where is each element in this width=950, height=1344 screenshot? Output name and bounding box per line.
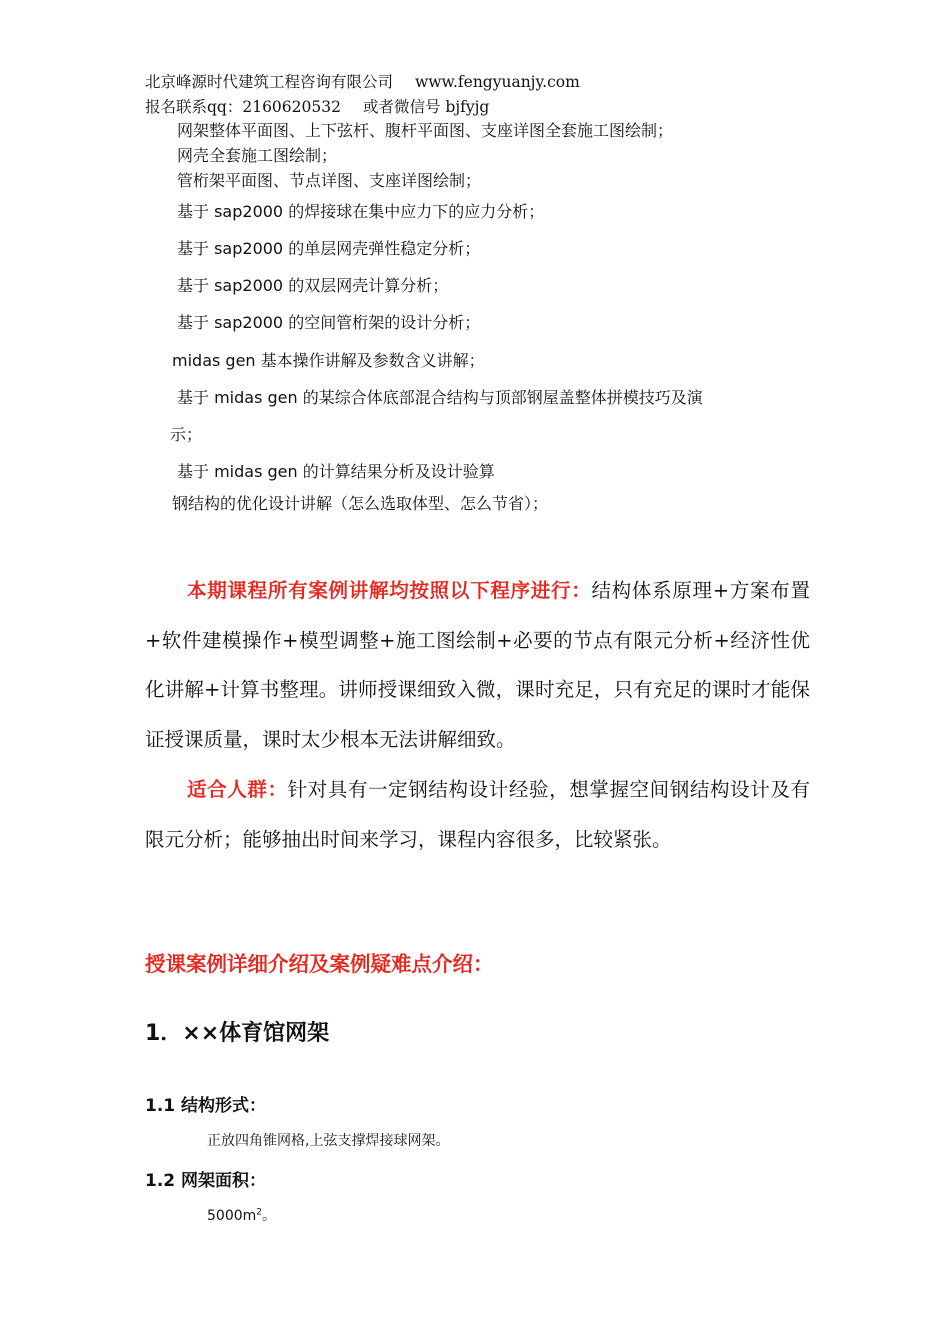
list-item: midas gen 基本操作讲解及参数含义讲解； <box>172 351 485 370</box>
area-end: 。 <box>262 1208 277 1224</box>
list-item: 钢结构的优化设计讲解（怎么选取体型、怎么节省）； <box>172 494 549 513</box>
list-item: 网架整体平面图、上下弦杆、腹杆平面图、支座详图全套施工图绘制； <box>177 121 674 140</box>
list-item: 管桁架平面图、节点详图、支座详图绘制； <box>177 171 482 190</box>
case-title: 1．××体育馆网架 <box>145 1021 330 1046</box>
area-superscript: 2 <box>256 1207 263 1218</box>
list-item: 网壳全套施工图绘制； <box>177 146 338 165</box>
course-paragraph <box>145 566 810 764</box>
list-item: 基于 sap2000 的空间管桁架的设计分析； <box>177 313 481 332</box>
subsection-title: 1.1 结构形式： <box>145 1096 267 1116</box>
area-number: 5000m <box>207 1208 257 1224</box>
audience-label: 适合人群： <box>187 778 288 801</box>
list-item: 基于 sap2000 的单层网壳弹性稳定分析； <box>177 239 481 258</box>
area-value <box>207 1205 276 1225</box>
list-item: 基于 sap2000 的双层网壳计算分析； <box>177 276 449 295</box>
header-line-2 <box>145 95 489 117</box>
website-link[interactable]: www.fengyuanjy.com <box>415 73 580 91</box>
header-line-1 <box>145 70 580 92</box>
course-text: 结构体系原理+方案布置+软件建模操作+模型调整+施工图绘制+必要的节点有限元分析+经济性优化讲解+计算书整理。讲师授课细致入微，课时充足，只有充足的课时才能保证授课质量，课时太少根本无法讲解细致。 <box>145 579 810 751</box>
contact-qq: 报名联系qq：2160620532 <box>145 98 341 116</box>
audience-paragraph <box>145 765 810 864</box>
course-label: 本期课程所有案例讲解均按照以下程序进行： <box>187 579 592 602</box>
list-item: 基于 midas gen 的某综合体底部混合结构与顶部钢屋盖整体拼模技巧及演 <box>177 388 703 407</box>
section-title: 授课案例详细介绍及案例疑难点介绍： <box>145 952 494 976</box>
list-item: 基于 midas gen 的计算结果分析及设计验算 <box>177 462 495 481</box>
list-item: 基于 sap2000 的焊接球在集中应力下的应力分析； <box>177 202 545 221</box>
contact-wechat: 或者微信号 bjfyjg <box>362 98 490 116</box>
list-item: 示； <box>170 425 203 444</box>
company-name: 北京峰源时代建筑工程咨询有限公司 <box>145 73 394 91</box>
subsection-title: 1.2 网架面积： <box>145 1171 267 1191</box>
audience-text: 针对具有一定钢结构设计经验，想掌握空间钢结构设计及有限元分析；能够抽出时间来学习，课程内容很多，比较紧张。 <box>145 778 810 851</box>
structure-form-text: 正放四角锥网格,上弦支撑焊接球网架。 <box>207 1133 450 1149</box>
